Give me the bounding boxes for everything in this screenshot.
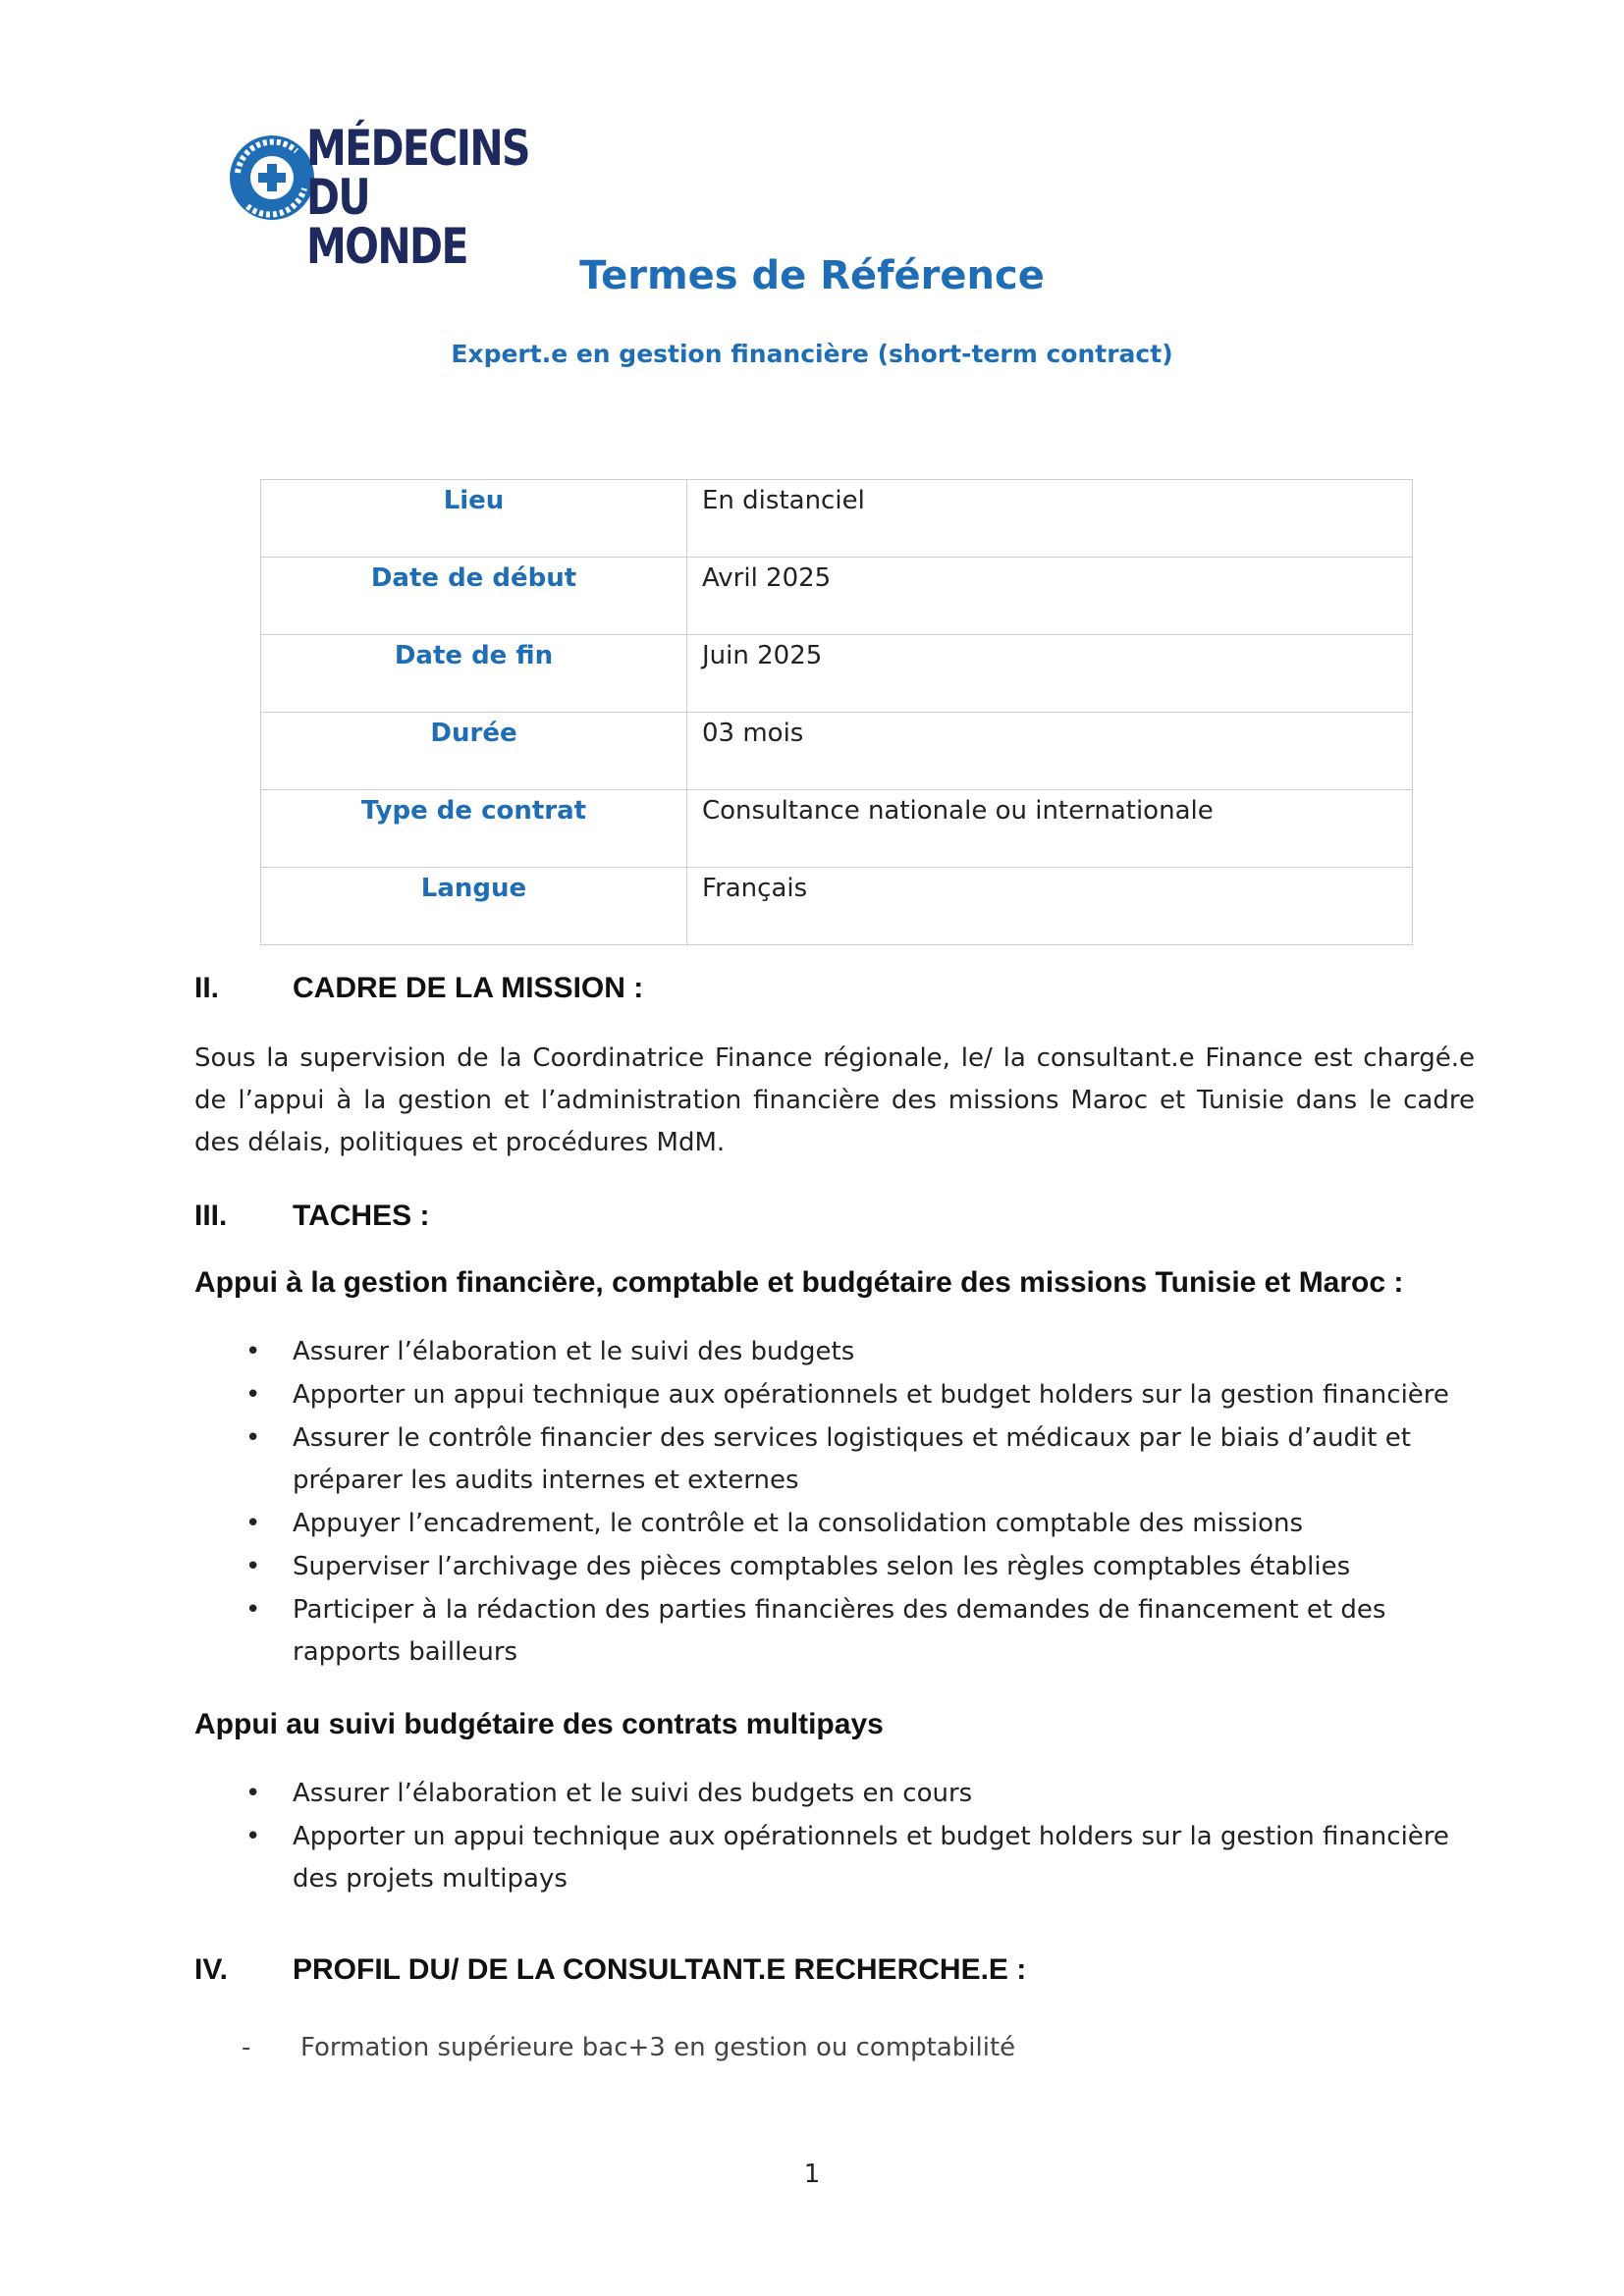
row-label: Lieu — [261, 480, 687, 558]
page-number: 1 — [803, 2160, 821, 2189]
profil-item — [242, 2033, 1015, 2062]
document-subtitle: Expert.e en gestion financière (short-term contract) — [451, 340, 1173, 368]
table-row — [261, 713, 1413, 790]
taches-list-1 — [0, 1331, 1471, 1675]
list-item: • Superviser l’archivage des pièces comptables selon les règles comptables établies — [0, 1546, 1471, 1588]
row-value: Français — [687, 868, 1413, 945]
row-label: Langue — [261, 868, 687, 945]
section-number: II. — [194, 972, 220, 1004]
list-item: • Assurer le contrôle financier des services logistiques et médicaux par le biais d’audit et préparer les audits internes et externes — [0, 1417, 1471, 1502]
subheading-gestion: Appui à la gestion financière, comptable et budgétaire des missions Tunisie et Maroc : — [194, 1266, 1404, 1299]
row-value: Juin 2025 — [687, 635, 1413, 713]
row-label: Durée — [261, 713, 687, 790]
logo-line-2: DU MONDE — [306, 169, 467, 275]
section-number: III. — [194, 1200, 228, 1232]
list-item: • Apporter un appui technique aux opérationnels et budget holders sur la gestion financière des projets multipays — [0, 1816, 1471, 1900]
list-item: • Appuyer l’encadrement, le contrôle et la consolidation comptable des missions — [0, 1503, 1471, 1545]
taches-list-2 — [0, 1773, 1471, 1901]
list-item: • Apporter un appui technique aux opérationnels et budget holders sur la gestion financière — [0, 1374, 1471, 1416]
section-heading-cadre — [194, 972, 643, 1005]
section-heading-taches — [194, 1200, 429, 1233]
logo-seal-icon — [228, 133, 316, 222]
row-value: 03 mois — [687, 713, 1413, 790]
row-value: Avril 2025 — [687, 558, 1413, 635]
mdm-logo — [228, 120, 529, 275]
table-row — [261, 635, 1413, 713]
section-title: TACHES : — [293, 1200, 430, 1232]
section-heading-profil — [194, 1953, 1026, 1987]
list-item: • Assurer l’élaboration et le suivi des budgets en cours — [0, 1773, 1471, 1815]
row-value: En distanciel — [687, 480, 1413, 558]
row-label: Date de fin — [261, 635, 687, 713]
table-row — [261, 558, 1413, 635]
list-item: • Assurer l’élaboration et le suivi des budgets — [0, 1331, 1471, 1373]
table-row — [261, 790, 1413, 868]
subheading-multipays: Appui au suivi budgétaire des contrats multipays — [194, 1708, 884, 1740]
info-table — [260, 479, 1413, 945]
list-item: • Participer à la rédaction des parties financières des demandes de financement et des rapports bailleurs — [0, 1589, 1471, 1674]
row-label: Type de contrat — [261, 790, 687, 868]
section-title: PROFIL DU/ DE LA CONSULTANT.E RECHERCHE.E : — [293, 1953, 1027, 1986]
dash-marker: - — [242, 2033, 251, 2062]
logo-line-1: MÉDECINS — [306, 120, 529, 177]
profil-item-text: Formation supérieure bac+3 en gestion ou comptabilité — [300, 2033, 1016, 2062]
document-title: Termes de Référence — [579, 253, 1045, 298]
logo-wordmark — [306, 120, 529, 275]
table-row — [261, 868, 1413, 945]
section-title: CADRE DE LA MISSION : — [293, 972, 644, 1004]
section-number: IV. — [194, 1953, 228, 1986]
row-value: Consultance nationale ou internationale — [687, 790, 1413, 868]
row-label: Date de début — [261, 558, 687, 635]
table-row — [261, 480, 1413, 558]
cadre-paragraph: Sous la supervision de la Coordinatrice Finance régionale, le/ la consultant.e Finance est chargé.e de l’appui à la gestion et l’administration financière des missions Maroc et Tunisie dans le cadre des délais, politiques et procédures MdM. — [194, 1043, 1475, 1157]
